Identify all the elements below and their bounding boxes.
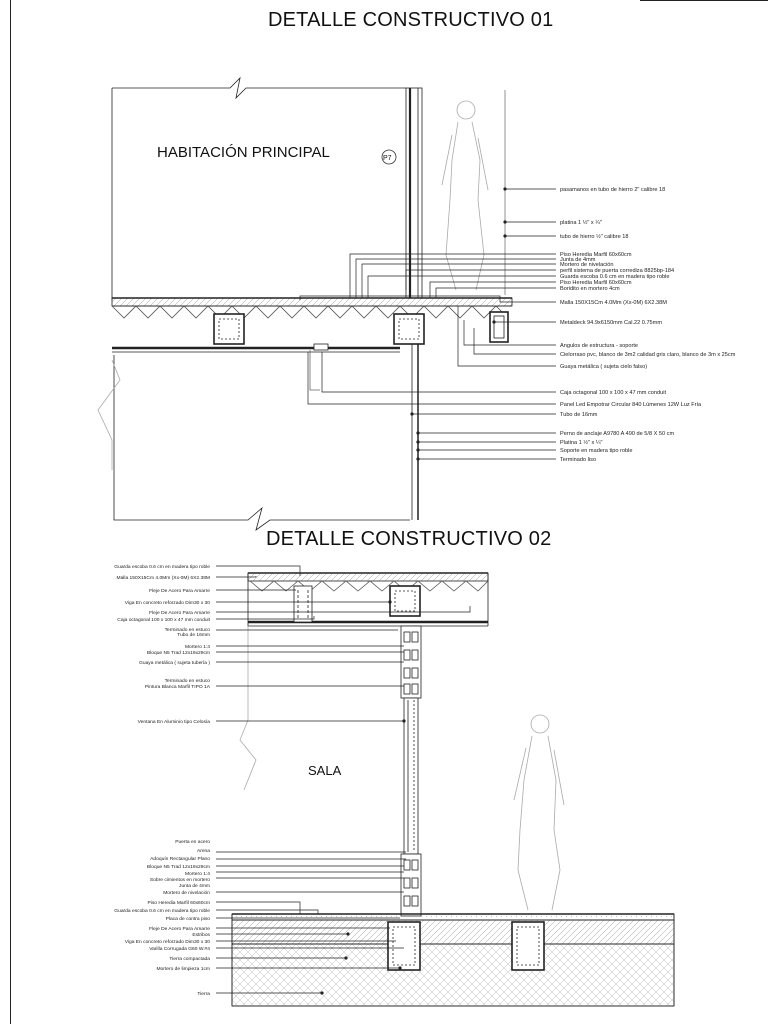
detail-02-label-bottom: Tierra compactada [169,957,210,962]
detail-01-label: perfil sistema de puerta corrediza 8825bp-184 [560,268,675,274]
detail-01-label: Terminado liso [560,457,597,463]
detail-02-label-top: Malla 150X15Cm 4.0Mm (Xx-0M) 6X2.38M [116,576,210,581]
detail-02-label-top: Bloque N5 Trad 12x19x29cm [146,651,210,656]
ceiling-light [314,344,328,350]
detail-02-label-bottom: Junta de 4mm [179,884,210,889]
detail-01-label: tubo de hierro ½" calibre 18 [560,234,629,240]
detail-02-label-bottom: Puerta en acero [175,840,210,845]
ground-slab [232,920,674,944]
detail-01-title: DETALLE CONSTRUCTIVO 01 [268,9,554,31]
detail-02-label-bottom: Piso Heredia Marfil 60x60cm [147,901,210,906]
room-break-line [112,78,406,98]
detail-02-drawing [216,566,674,1006]
detail-02-label-bottom: Mortero de nivelación [163,891,210,896]
detail-02-label-top: Ventana En Aluminio tipo Celosía [137,720,210,725]
detail-01-label: Boridito en mortero 4cm [560,286,620,292]
detail-01-label: Caja octagonal 100 x 100 x 47 mm conduit [560,390,667,396]
detail-02-label-bottom: Arena [196,849,210,854]
detail-01-label: Platina 1 ½" x ¼" [560,440,603,446]
detail-02-label-top: Guarda escoba 0.6 cm en madera tipo roble [114,565,210,570]
wall-column [406,88,422,298]
detail-02-label-bottom: Estribos [192,933,210,938]
detail-01-label: Guarda escoba 0.6 cm en madera tipo roble [560,274,670,280]
person-figure-sala [514,715,564,910]
edge-beam-section [490,312,508,342]
detail-02-label-top: Fleje De Acero Para Amarre [149,611,210,616]
room-label-habitacion: HABITACIÓN PRINCIPAL [157,144,330,161]
detail-01-label: Soporte en madera tipo roble [560,448,633,454]
detail-02-label-top: Caja octagonal 100 x 100 x 47 mm conduit [117,618,210,623]
window-louver [404,698,418,854]
detail-02-label-top: Terminado en estuco [164,679,210,684]
room-label-sala: SALA [308,763,342,778]
upper-slab [248,573,488,581]
break-left [98,360,120,470]
detail-01-label: Tubo de 16mm [560,412,598,418]
detail-02-label-top: Pintura Blanca Marfil TIPO 1A [144,685,210,690]
detail-01-label: Angulos de estructura - soporte [560,343,639,349]
upper-beam [390,586,420,616]
detail-01-label: pasamanos en tubo de hierro 2" calibre 18 [560,187,666,193]
detail-01-label: Piso Heredia Marfil 60x60cm [560,252,632,258]
detail-01-label: Perno de anclaje A9780 A 490 de 5/8 X 50 cm [560,431,675,437]
detail-02-label-bottom: Varilla Corrugada G60 W.#4 [149,947,210,952]
detail-02-label-top: Guaya metálica ( sujeta tubería ) [139,661,210,666]
detail-02-label-bottom: Adoquín Rectangular Plano [150,857,210,862]
detail-02-labels [114,564,210,997]
floor-slab [112,298,512,306]
detail-02-label-top: Tubo de 16mm [177,633,210,638]
detail-01-label: Junta de 4mm [560,257,596,263]
detail-01-label: Panel Led Empotrar Circular 840 Lúmenes 12W Luz Fría [560,402,702,408]
beam-section [394,314,424,344]
detail-01-labels [560,187,736,463]
detail-02-label-bottom: Sobre cimientos en mortero [149,878,210,883]
detail-02-label-top: Fleje De Acero Para Amarre [149,589,210,594]
detail-01-label: Metaldeck 94.9x6150mm Cal.22 0.75mm [560,320,662,326]
beam-section [214,314,244,344]
detail-02-label-bottom: Fleje De Acero Para Amarre [149,927,210,932]
detail-02-label-top: Mortero 1:4 [184,645,210,650]
detail-01-label: Guaya metálica ( sujeta cielo falso) [560,364,648,370]
detail-02-label-bottom: Guarda escoba 0.6 cm en madera tipo roble [114,909,210,914]
detail-02-label-bottom: Bloque N5 Trad 12x19x29cm [146,865,210,870]
detail-02-title: DETALLE CONSTRUCTIVO 02 [266,528,552,550]
upper-metaldeck [250,581,488,591]
detail-01-label: Piso Heredia Marfil 60x60cm [560,280,632,286]
room-tag: P7 [383,155,392,162]
detail-01-label: Mortero de nivelación [560,262,614,268]
detail-01-label: Cielorraso pvc, blanco de 3m2 calidad gris claro, blanco de 3m x 25cm [560,352,736,358]
room-lower-outline [114,355,410,530]
detail-02-label-top: Viga En concreto reforzado Dim30 x 30 [124,601,210,606]
upper-block [294,586,312,622]
metaldeck [112,306,508,318]
detail-02-label-bottom: Mortero 1:4 [184,872,210,877]
detail-01-label: Malla 150X15Cm 4.0Mm (Xx-0M) 6X2.38M [560,300,667,306]
floor-finish [232,914,674,920]
detail-02-label-bottom: Viga En concreto reforzado Dim30 x 30 [124,940,210,945]
detail-02-label-bottom: Placa de contra piso [165,917,210,922]
detail-02-label-bottom: Mortero de limpieza 1cm [156,967,210,972]
compacted-soil [232,944,674,1006]
detail-02-label-top: Terminado en estuco [164,628,210,633]
person-figure [442,101,488,290]
leader-lines-d1 [300,189,556,459]
detail-02-label-bottom: Tierra [197,992,210,997]
detail-01-label: platina 1 ½" x ¼" [560,220,602,226]
